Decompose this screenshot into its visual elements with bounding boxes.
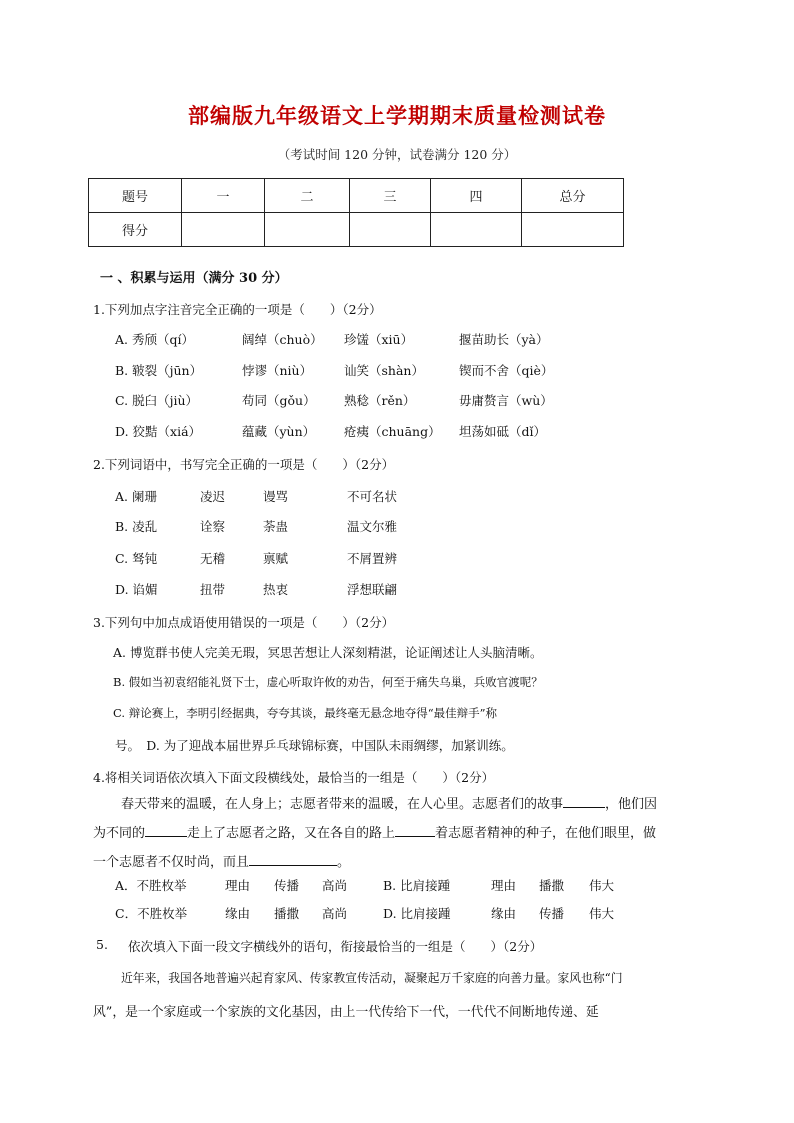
passage-text: 。	[337, 855, 351, 870]
score-cell[interactable]	[522, 213, 624, 247]
passage-text: 一个志愿者不仅时尚，而且	[93, 855, 250, 870]
question-4-passage	[93, 790, 713, 877]
option-item: 珍馐（xiū）	[344, 332, 414, 347]
fill-blank[interactable]	[563, 793, 605, 808]
option-item: 毋庸赘言（wù）	[459, 393, 553, 408]
option-item: 疮痍（chuāng）	[344, 424, 441, 439]
option-item: 理由	[491, 878, 517, 893]
option-item: 不可名状	[347, 489, 398, 504]
score-cell[interactable]	[431, 213, 522, 247]
option-item: 传播	[274, 878, 300, 893]
option-item: D. 谄媚	[115, 582, 158, 597]
score-cell[interactable]	[350, 213, 431, 247]
option-item: 禀赋	[263, 551, 289, 566]
option-item: C．不胜枚举	[115, 906, 188, 921]
question-4-stem: 4.将相关词语依次填入下面文段横线处，最恰当的一组是（ ）（2分）	[93, 770, 495, 785]
exam-subtitle: （考试时间 120 分钟，试卷满分 120 分）	[277, 147, 517, 162]
option-item: 坦荡如砥（dǐ）	[459, 424, 546, 439]
score-cell[interactable]	[182, 213, 265, 247]
score-table	[88, 178, 624, 247]
passage-text: 走上了志愿者之路，又在各自的路上	[187, 826, 396, 841]
question-1-stem: 1.下列加点字注音完全正确的一项是（ ）（2分）	[93, 302, 382, 317]
question-3-option-a: A. 博览群书使人完美无瑕，冥思苦想让人深刻精湛，论证阐述让人头脑清晰。	[113, 645, 543, 660]
passage-text: 春天带来的温暖，在人身上；志愿者带来的温暖，在人心里。志愿者们的故事	[121, 797, 564, 812]
option-item: B. 凌乱	[115, 519, 158, 534]
option-item: A. 阑珊	[115, 489, 157, 504]
question-3-stem: 3.下列句中加点成语使用错误的一项是（ ）（2分）	[93, 615, 395, 630]
passage-text: 为不同的	[93, 826, 146, 841]
option-item: A. 秀颀（qí）	[115, 332, 194, 347]
score-table-score-row	[89, 213, 624, 247]
option-item: B. 皲裂（jūn）	[115, 363, 203, 378]
option-item: 播撒	[274, 906, 300, 921]
option-item: 热衷	[263, 582, 289, 597]
option-item: 阔绰（chuò）	[242, 332, 323, 347]
fill-blank[interactable]	[145, 822, 187, 837]
option-item: 缘由	[225, 906, 251, 921]
question-3-option-c: C. 辩论赛上，李明引经据典，夸夸其谈，最终毫无悬念地夺得“最佳辩手”称	[113, 706, 497, 720]
score-table-header-row	[89, 179, 624, 213]
score-row-label: 得分	[89, 213, 182, 247]
question-5-passage-line-2: 风”，是一个家庭或一个家族的文化基因，由上一代传给下一代，一代代不间断地传递、延	[93, 1005, 599, 1020]
question-3-option-d: 号。 D. 为了迎战本届世界乒乓球锦标赛，中国队未雨绸缪，加紧训练。	[115, 738, 514, 753]
question-3-option-b: B. 假如当初袁绍能礼贤下士，虚心听取许攸的劝告，何至于痛失乌巢，兵败官渡呢？	[113, 675, 543, 689]
option-item: 高尚	[322, 878, 348, 893]
option-item: 高尚	[322, 906, 348, 921]
option-item: C. 脱臼（jiù）	[115, 393, 198, 408]
exam-title: 部编版九年级语文上学期期末质量检测试卷	[188, 104, 606, 128]
question-5-passage-line-1: 近年来，我国各地普遍兴起育家风、传家教宣传活动，凝聚起万千家庭的向善力量。家风也称“门	[121, 971, 623, 985]
option-item: 浮想联翩	[347, 582, 398, 597]
option-item: 锲而不舍（qiè）	[459, 363, 554, 378]
option-item: 凌迟	[200, 489, 226, 504]
passage-text: 着志愿者精神的种子，在他们眼里，做	[435, 826, 657, 841]
score-header-cell: 总分	[522, 179, 624, 213]
option-item: 诠察	[200, 519, 226, 534]
option-item: 讪笑（shàn）	[344, 363, 424, 378]
passage-text: ，他们因	[605, 797, 658, 812]
option-item: 无稽	[200, 551, 226, 566]
option-item: D. 狡黠（xiá）	[115, 424, 202, 439]
fill-blank[interactable]	[249, 851, 337, 866]
option-item: 蕴藏（yùn）	[242, 424, 316, 439]
option-item: D. 比肩接踵	[383, 906, 451, 921]
option-item: 缘由	[491, 906, 517, 921]
question-5-stem: 依次填入下面一段文字横线外的语句，衔接最恰当的一组是（ ）（2分）	[128, 939, 543, 954]
option-item: 理由	[225, 878, 251, 893]
option-item: 熟稔（rěn）	[344, 393, 416, 408]
fill-blank[interactable]	[395, 822, 435, 837]
option-item: 传播	[539, 906, 565, 921]
option-item: C. 驽钝	[115, 551, 158, 566]
option-item: 播撒	[539, 878, 565, 893]
option-item: 揠苗助长（yà）	[459, 332, 549, 347]
option-item: 伟大	[589, 906, 615, 921]
option-item: 温文尔雅	[347, 519, 398, 534]
option-item: 悖谬（niù）	[242, 363, 313, 378]
option-item: 伟大	[589, 878, 615, 893]
score-header-cell: 三	[350, 179, 431, 213]
option-item: 荼蛊	[263, 519, 289, 534]
score-header-cell: 四	[431, 179, 522, 213]
option-item: 不屑置辨	[347, 551, 398, 566]
score-cell[interactable]	[265, 213, 350, 247]
question-5-number: 5.	[96, 937, 108, 952]
option-item: 谩骂	[263, 489, 289, 504]
question-2-stem: 2.下列词语中，书写完全正确的一项是（ ）（2分）	[93, 457, 395, 472]
option-item: B. 比肩接踵	[383, 878, 451, 893]
score-header-cell: 题号	[89, 179, 182, 213]
option-item: 扭带	[200, 582, 226, 597]
score-header-cell: 一	[182, 179, 265, 213]
score-header-cell: 二	[265, 179, 350, 213]
section-heading: 一 、积累与运用（满分 30 分）	[100, 271, 288, 286]
option-item: 苟同（gǒu）	[242, 393, 316, 408]
option-item: A．不胜枚举	[115, 878, 187, 893]
